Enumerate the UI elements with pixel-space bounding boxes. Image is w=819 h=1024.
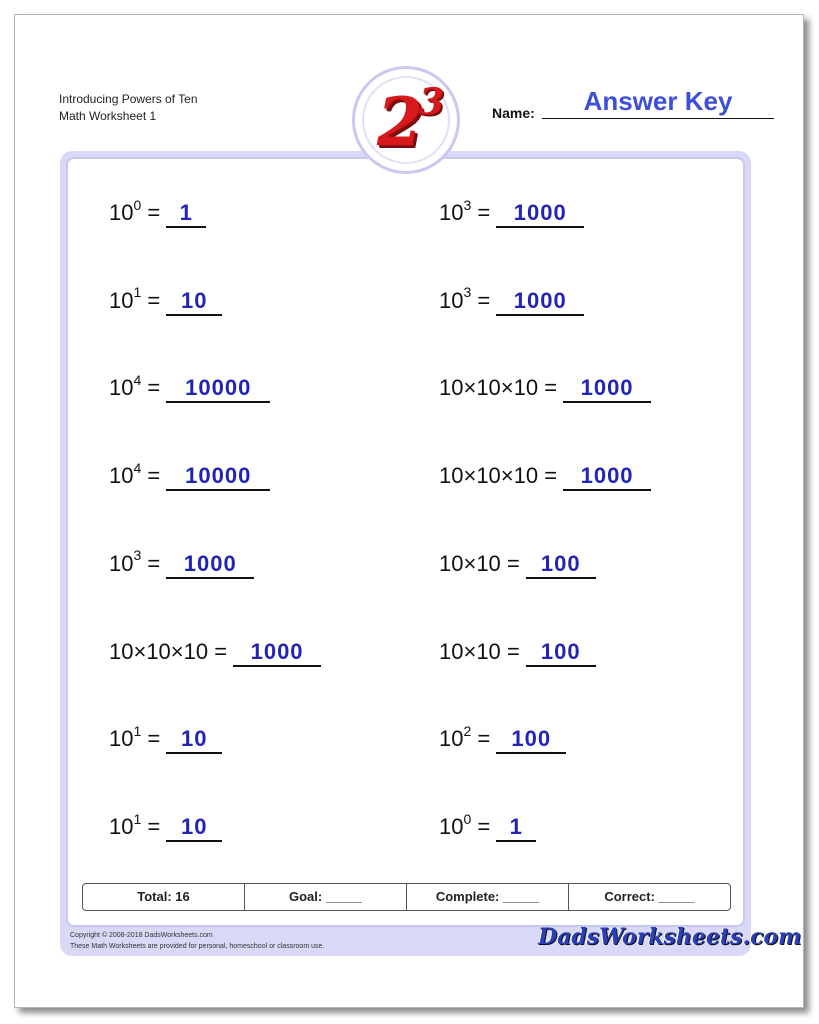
power-base: 10: [439, 287, 464, 313]
answer-blank: 1000: [166, 551, 254, 579]
problem-item: [439, 284, 584, 328]
expression-text: 10×10 =: [439, 638, 520, 664]
problem-expression: [439, 810, 491, 840]
problem-expression: [109, 639, 227, 665]
equals-sign: =: [141, 813, 161, 839]
problem-item: [109, 459, 270, 503]
problem-expression: [439, 375, 557, 401]
expression-text: 10×10×10 =: [439, 463, 558, 489]
name-field: [492, 86, 774, 122]
answer-blank: 1000: [233, 639, 321, 667]
answer-blank: 100: [526, 639, 596, 667]
power-exponent: 2: [463, 722, 472, 739]
problem-expression: [439, 284, 491, 314]
exponent-badge-logo: [352, 66, 460, 174]
power-base: 10: [109, 287, 134, 313]
problem-item: [109, 284, 222, 328]
power-exponent: 1: [133, 722, 142, 739]
answer-blank: 1000: [563, 463, 651, 491]
equals-sign: =: [471, 726, 491, 752]
expression-text: 10×10 =: [439, 550, 520, 576]
power-base: 10: [109, 200, 134, 225]
badge-exponent: 3: [419, 81, 445, 123]
copyright-line-1: Copyright © 2008-2018 DadsWorksheets.com: [70, 932, 213, 939]
equals-sign: =: [471, 287, 491, 313]
problems-area: [66, 157, 745, 927]
problem-expression: [439, 639, 520, 665]
power-exponent: 1: [133, 284, 142, 301]
answer-blank: 10: [166, 726, 222, 754]
problem-item: [439, 639, 596, 679]
correct-cell: Correct: _____: [604, 889, 695, 904]
problem-expression: [439, 196, 491, 226]
problem-item: [109, 372, 270, 415]
answer-blank: 10: [166, 814, 222, 842]
equals-sign: =: [141, 550, 161, 576]
problem-item: [439, 551, 596, 591]
equals-sign: =: [471, 813, 491, 839]
dadsworksheets-logo: DadsWorksheets.com: [538, 924, 802, 950]
power-base: 10: [439, 726, 464, 752]
equals-sign: =: [471, 200, 491, 225]
expression-text: 10×10×10 =: [109, 638, 228, 664]
equals-sign: =: [141, 375, 161, 401]
problem-expression: [109, 547, 161, 577]
power-base: 10: [109, 550, 134, 576]
power-base: 10: [439, 200, 464, 225]
name-underline: [542, 118, 774, 119]
power-exponent: 0: [133, 196, 142, 213]
power-exponent: 0: [463, 810, 472, 827]
answer-blank: 1: [496, 814, 536, 842]
problem-expression: [109, 459, 161, 489]
expression-text: 10×10×10 =: [439, 375, 558, 401]
problem-expression: [439, 722, 491, 752]
power-exponent: 3: [133, 547, 142, 564]
copyright-line-2: These Math Worksheets are provided for personal, homeschool or classroom use.: [70, 943, 325, 950]
problem-item: [109, 810, 222, 854]
total-cell: Total: 16: [83, 884, 245, 910]
problem-expression: [109, 810, 161, 840]
answer-blank: 1000: [563, 375, 651, 403]
problem-item: [109, 639, 321, 679]
badge-base: 2: [377, 83, 423, 161]
answer-blank: 1000: [496, 288, 584, 316]
problem-item: [109, 547, 254, 591]
problem-expression: [439, 551, 520, 577]
power-base: 10: [109, 726, 134, 752]
problem-expression: [109, 722, 161, 752]
problem-item: [439, 463, 651, 503]
name-value: Answer Key: [583, 86, 733, 116]
problem-item: [109, 196, 206, 240]
goal-cell: Goal: _____: [245, 884, 407, 910]
power-exponent: 4: [133, 459, 142, 476]
equals-sign: =: [141, 200, 161, 225]
name-label: Name:: [492, 105, 535, 121]
problem-item: [439, 375, 651, 415]
answer-blank: 1000: [496, 200, 584, 228]
equals-sign: =: [141, 463, 161, 489]
score-bar: [82, 883, 731, 911]
problem-expression: [109, 372, 161, 401]
power-base: 10: [439, 813, 464, 839]
equals-sign: =: [141, 287, 161, 313]
title-line-1: Introducing Powers of Ten: [59, 92, 198, 106]
worksheet-title: [59, 91, 198, 125]
problem-expression: [109, 284, 161, 314]
problem-item: [109, 722, 222, 766]
power-exponent: 1: [133, 810, 142, 827]
power-exponent: 4: [133, 372, 142, 389]
problem-item: [439, 722, 566, 766]
problem-item: [439, 810, 536, 854]
problem-expression: [439, 463, 557, 489]
copyright: [70, 930, 324, 952]
answer-blank: 100: [496, 726, 566, 754]
power-exponent: 3: [463, 196, 472, 213]
power-exponent: 3: [463, 284, 472, 301]
answer-blank: 1: [166, 200, 206, 228]
answer-blank: 10000: [166, 463, 270, 491]
complete-cell: Complete: _____: [407, 884, 569, 910]
equals-sign: =: [141, 726, 161, 752]
answer-blank: 10000: [166, 375, 270, 403]
problem-item: [439, 196, 584, 240]
answer-blank: 100: [526, 551, 596, 579]
problem-expression: [109, 196, 161, 226]
power-base: 10: [109, 375, 134, 401]
title-line-2: Math Worksheet 1: [59, 109, 157, 123]
power-base: 10: [109, 813, 134, 839]
answer-blank: 10: [166, 288, 222, 316]
power-base: 10: [109, 463, 134, 489]
